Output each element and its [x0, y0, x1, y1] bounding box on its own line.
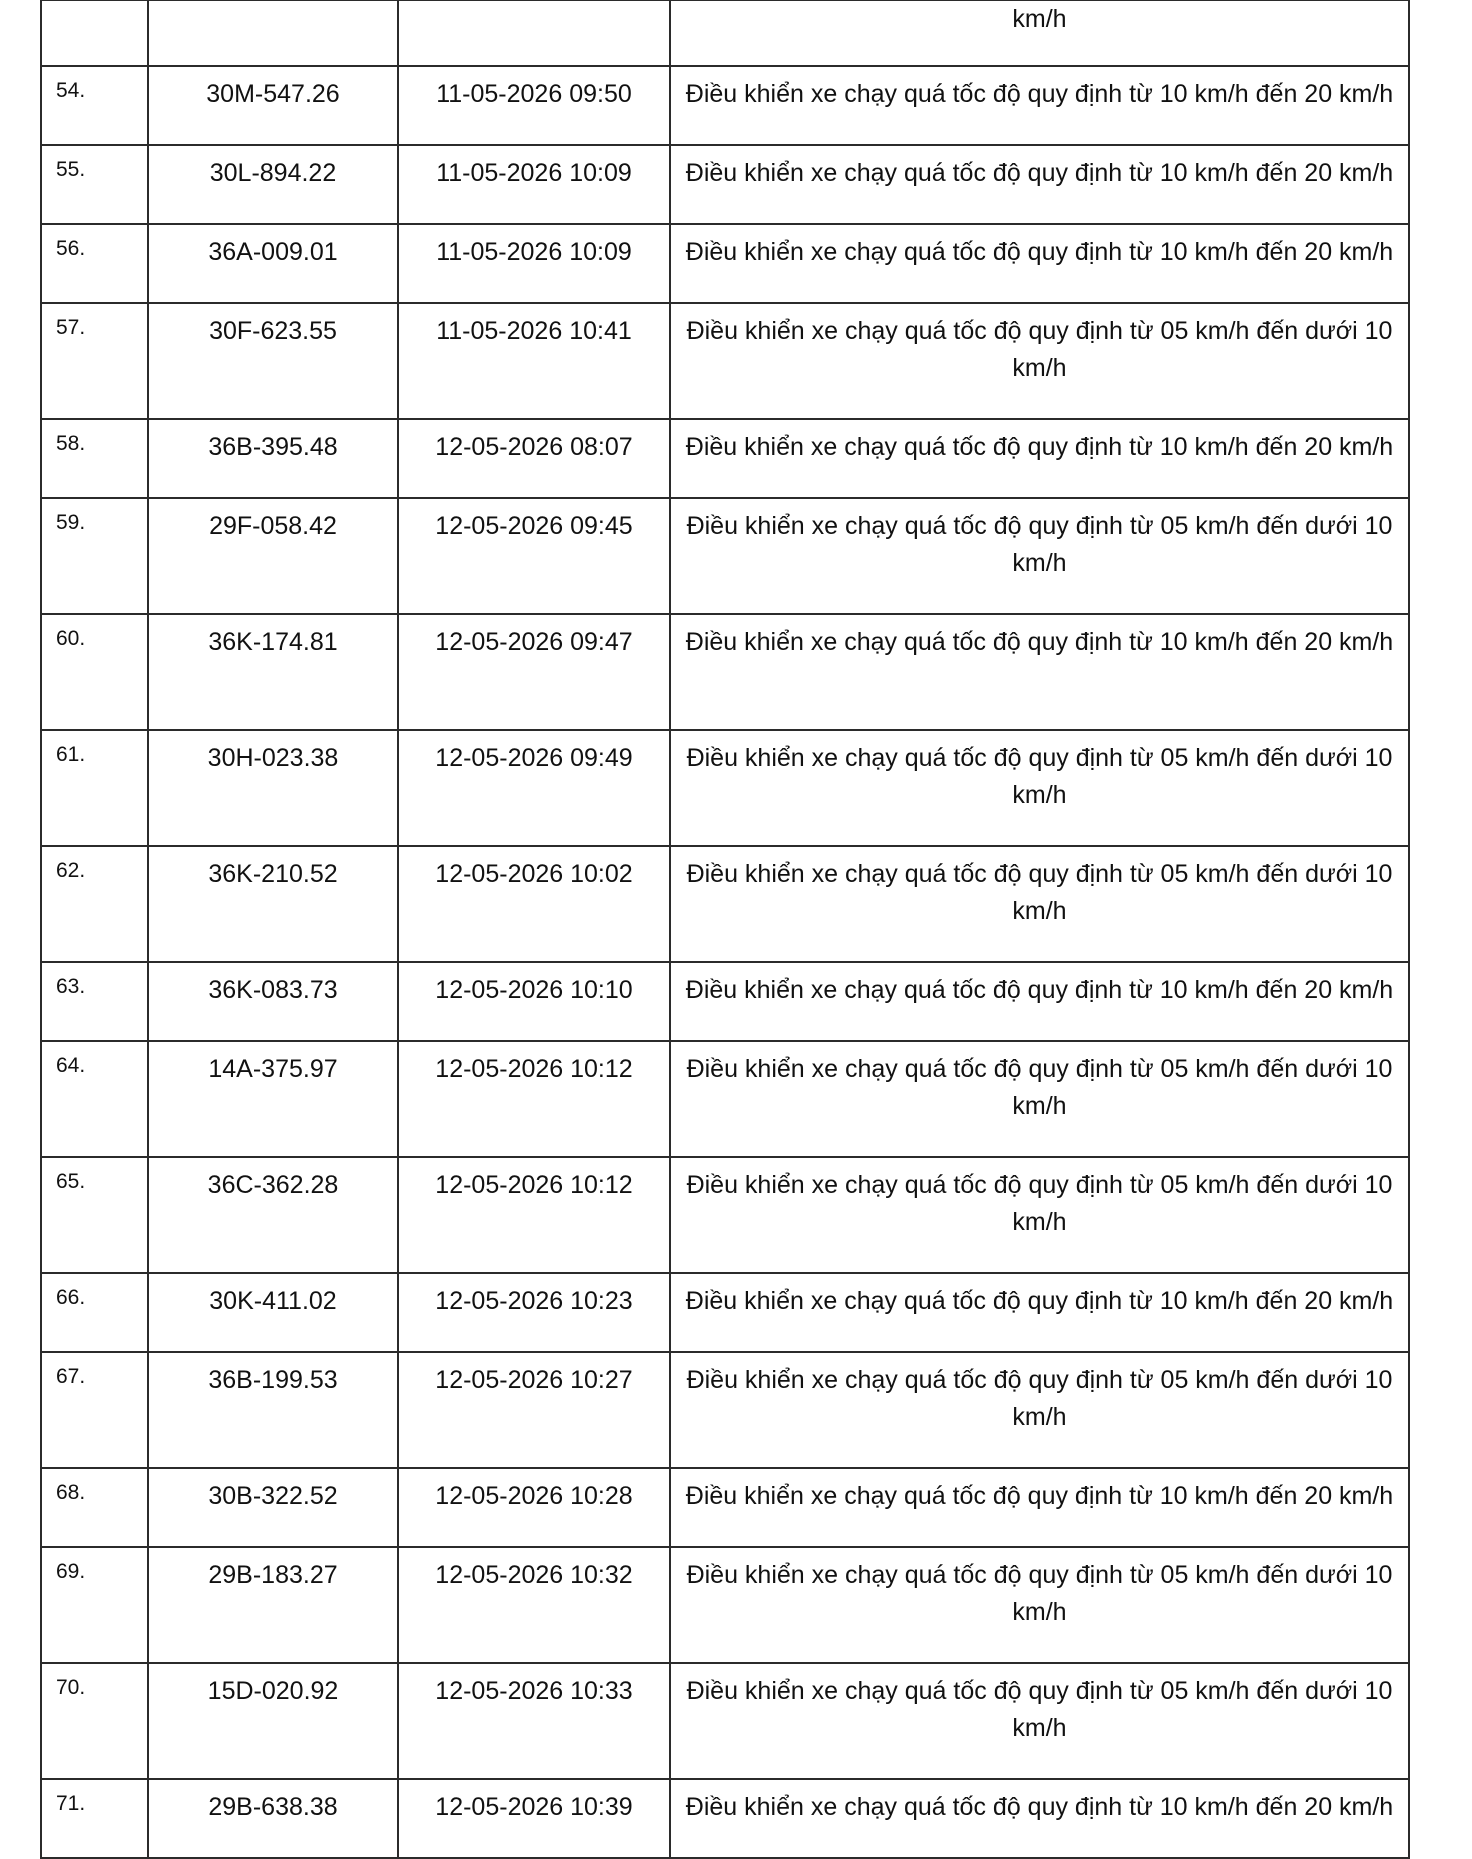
- row-number-cell: 62.: [41, 846, 148, 962]
- table-row: [41, 1273, 1409, 1352]
- violation-time-cell: 12-05-2026 09:49: [398, 730, 670, 846]
- license-plate-cell: 29B-638.38: [148, 1779, 398, 1858]
- row-number-cell: 70.: [41, 1663, 148, 1779]
- violation-time-cell: 12-05-2026 10:12: [398, 1157, 670, 1273]
- license-plate-cell: 30L-894.22: [148, 145, 398, 224]
- violation-time-cell: 12-05-2026 10:39: [398, 1779, 670, 1858]
- row-number-cell: 71.: [41, 1779, 148, 1858]
- row-number-cell: 56.: [41, 224, 148, 303]
- table-row: [41, 224, 1409, 303]
- license-plate-cell: 29F-058.42: [148, 498, 398, 614]
- violation-description-cell: Điều khiển xe chạy quá tốc độ quy định từ 10 km/h đến 20 km/h: [670, 145, 1409, 224]
- table-row: [41, 962, 1409, 1041]
- license-plate-cell: [148, 0, 398, 66]
- table-row: [41, 1779, 1409, 1858]
- violation-description-cell: Điều khiển xe chạy quá tốc độ quy định từ 10 km/h đến 20 km/h: [670, 1468, 1409, 1547]
- table-row: [41, 1157, 1409, 1273]
- table-row-partial: [41, 0, 1409, 66]
- license-plate-cell: 30H-023.38: [148, 730, 398, 846]
- table-row: [41, 66, 1409, 145]
- violation-time-cell: 11-05-2026 10:09: [398, 145, 670, 224]
- row-number-cell: 67.: [41, 1352, 148, 1468]
- violation-time-cell: 12-05-2026 09:45: [398, 498, 670, 614]
- row-number-cell: 57.: [41, 303, 148, 419]
- violation-description-cell: Điều khiển xe chạy quá tốc độ quy định từ 10 km/h đến 20 km/h: [670, 419, 1409, 498]
- violation-description-cell: Điều khiển xe chạy quá tốc độ quy định từ 10 km/h đến 20 km/h: [670, 962, 1409, 1041]
- row-number-cell: 61.: [41, 730, 148, 846]
- table-row: [41, 614, 1409, 730]
- violation-time-cell: 11-05-2026 10:41: [398, 303, 670, 419]
- license-plate-cell: 36K-174.81: [148, 614, 398, 730]
- violation-description-cell: Điều khiển xe chạy quá tốc độ quy định từ 05 km/h đến dưới 10 km/h: [670, 303, 1409, 419]
- license-plate-cell: 29B-183.27: [148, 1547, 398, 1663]
- row-number-cell: 66.: [41, 1273, 148, 1352]
- violation-time-cell: 12-05-2026 10:27: [398, 1352, 670, 1468]
- violation-time-cell: 12-05-2026 09:47: [398, 614, 670, 730]
- violation-time-cell: 12-05-2026 10:02: [398, 846, 670, 962]
- violation-time-cell: 12-05-2026 10:32: [398, 1547, 670, 1663]
- license-plate-cell: 36B-199.53: [148, 1352, 398, 1468]
- violation-description-cell: Điều khiển xe chạy quá tốc độ quy định từ 05 km/h đến dưới 10 km/h: [670, 1663, 1409, 1779]
- violation-description-cell: Điều khiển xe chạy quá tốc độ quy định từ 10 km/h đến 20 km/h: [670, 1273, 1409, 1352]
- violation-time-cell: [398, 0, 670, 66]
- violation-description-cell: Điều khiển xe chạy quá tốc độ quy định từ 05 km/h đến dưới 10 km/h: [670, 730, 1409, 846]
- violation-time-cell: 12-05-2026 10:23: [398, 1273, 670, 1352]
- table-row: [41, 303, 1409, 419]
- violation-description-cell: Điều khiển xe chạy quá tốc độ quy định từ 05 km/h đến dưới 10 km/h: [670, 846, 1409, 962]
- row-number-cell: 58.: [41, 419, 148, 498]
- violations-table-container: [40, 0, 1410, 1859]
- table-row: [41, 498, 1409, 614]
- violation-time-cell: 12-05-2026 08:07: [398, 419, 670, 498]
- violation-description-cell: Điều khiển xe chạy quá tốc độ quy định từ 10 km/h đến 20 km/h: [670, 224, 1409, 303]
- violation-time-cell: 12-05-2026 10:33: [398, 1663, 670, 1779]
- license-plate-cell: 36K-083.73: [148, 962, 398, 1041]
- license-plate-cell: 36K-210.52: [148, 846, 398, 962]
- table-row: [41, 1352, 1409, 1468]
- license-plate-cell: 15D-020.92: [148, 1663, 398, 1779]
- license-plate-cell: 30K-411.02: [148, 1273, 398, 1352]
- violation-time-cell: 11-05-2026 10:09: [398, 224, 670, 303]
- table-row: [41, 1468, 1409, 1547]
- row-number-cell: 69.: [41, 1547, 148, 1663]
- violation-time-cell: 12-05-2026 10:12: [398, 1041, 670, 1157]
- license-plate-cell: 14A-375.97: [148, 1041, 398, 1157]
- table-row: [41, 846, 1409, 962]
- row-number-cell: 64.: [41, 1041, 148, 1157]
- license-plate-cell: 30F-623.55: [148, 303, 398, 419]
- violations-table: [40, 0, 1410, 1859]
- violation-time-cell: 11-05-2026 09:50: [398, 66, 670, 145]
- violation-description-cell: Điều khiển xe chạy quá tốc độ quy định từ 05 km/h đến dưới 10 km/h: [670, 1352, 1409, 1468]
- violation-description-cell: Điều khiển xe chạy quá tốc độ quy định từ 10 km/h đến 20 km/h: [670, 66, 1409, 145]
- table-row: [41, 1663, 1409, 1779]
- violation-description-cell: km/h: [670, 0, 1409, 66]
- violation-description-cell: Điều khiển xe chạy quá tốc độ quy định từ 05 km/h đến dưới 10 km/h: [670, 1041, 1409, 1157]
- table-row: [41, 145, 1409, 224]
- table-row: [41, 1041, 1409, 1157]
- violation-time-cell: 12-05-2026 10:10: [398, 962, 670, 1041]
- row-number-cell: [41, 0, 148, 66]
- table-row: [41, 1547, 1409, 1663]
- row-number-cell: 63.: [41, 962, 148, 1041]
- license-plate-cell: 36B-395.48: [148, 419, 398, 498]
- license-plate-cell: 30B-322.52: [148, 1468, 398, 1547]
- row-number-cell: 60.: [41, 614, 148, 730]
- table-row: [41, 419, 1409, 498]
- license-plate-cell: 30M-547.26: [148, 66, 398, 145]
- violation-description-cell: Điều khiển xe chạy quá tốc độ quy định từ 10 km/h đến 20 km/h: [670, 614, 1409, 730]
- violation-description-cell: Điều khiển xe chạy quá tốc độ quy định từ 05 km/h đến dưới 10 km/h: [670, 1157, 1409, 1273]
- row-number-cell: 59.: [41, 498, 148, 614]
- row-number-cell: 55.: [41, 145, 148, 224]
- license-plate-cell: 36A-009.01: [148, 224, 398, 303]
- violation-description-cell: Điều khiển xe chạy quá tốc độ quy định từ 10 km/h đến 20 km/h: [670, 1779, 1409, 1858]
- table-row: [41, 730, 1409, 846]
- violation-time-cell: 12-05-2026 10:28: [398, 1468, 670, 1547]
- violation-description-cell: Điều khiển xe chạy quá tốc độ quy định từ 05 km/h đến dưới 10 km/h: [670, 1547, 1409, 1663]
- row-number-cell: 54.: [41, 66, 148, 145]
- row-number-cell: 68.: [41, 1468, 148, 1547]
- row-number-cell: 65.: [41, 1157, 148, 1273]
- violation-description-cell: Điều khiển xe chạy quá tốc độ quy định từ 05 km/h đến dưới 10 km/h: [670, 498, 1409, 614]
- license-plate-cell: 36C-362.28: [148, 1157, 398, 1273]
